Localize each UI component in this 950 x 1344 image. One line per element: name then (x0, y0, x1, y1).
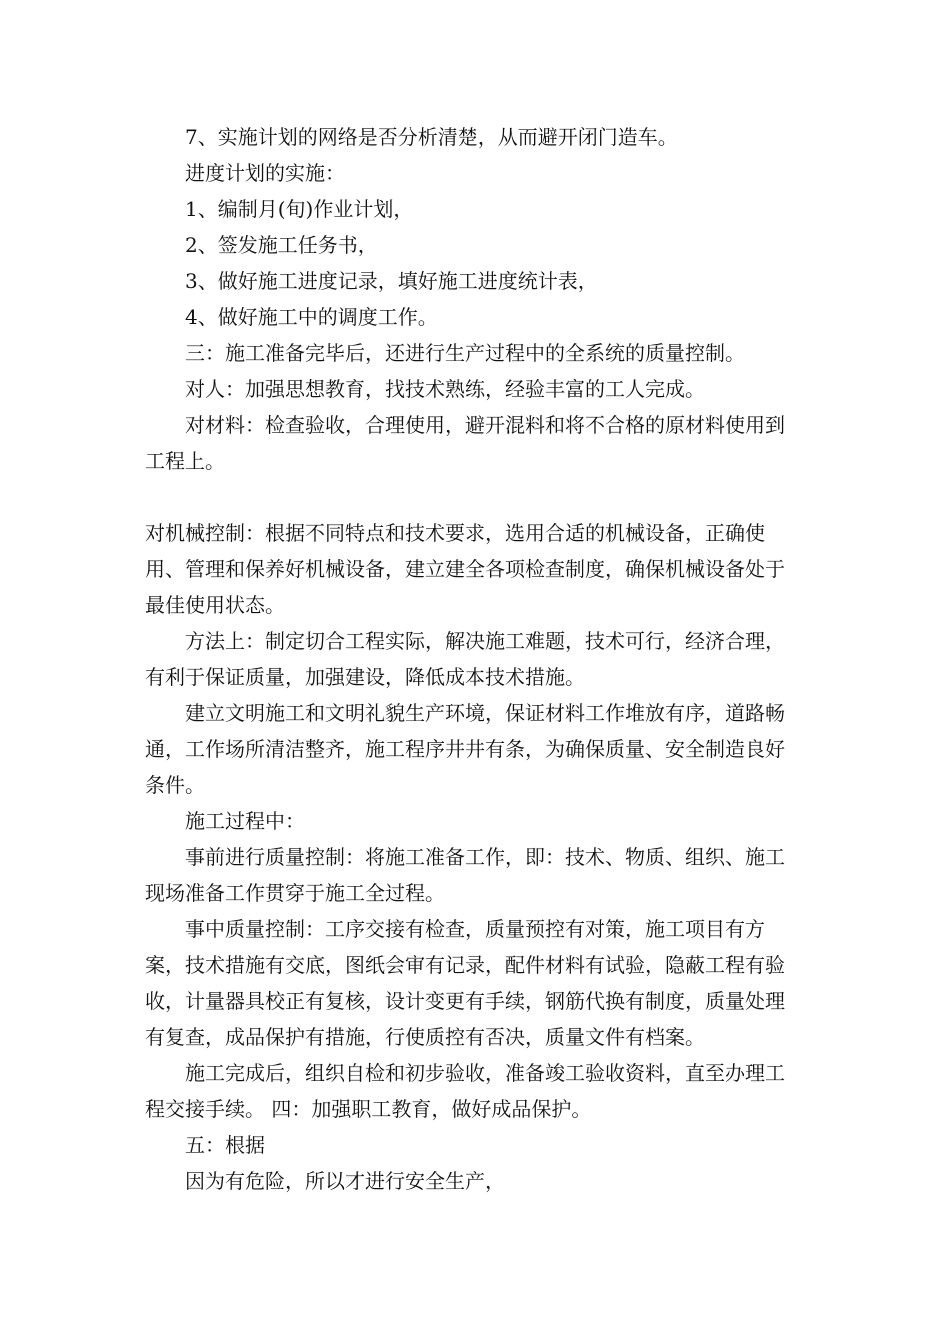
paragraph-materials: 对材料：检查验收，合理使用，避开混料和将不合格的原材料使用到工程上。 (145, 413, 785, 473)
document-body (145, 119, 800, 1199)
blank-line (145, 479, 800, 515)
paragraph-item-3: 3、做好施工进度记录，填好施工进度统计表， (185, 269, 598, 293)
paragraph-item-4: 4、做好施工中的调度工作。 (185, 305, 438, 329)
paragraph-people: 对人：加强思想教育，找技术熟练，经验丰富的工人完成。 (185, 377, 705, 401)
paragraph-plan-network: 7、实施计划的网络是否分析清楚，从而避开闭门造车。 (185, 125, 678, 149)
paragraph-section-three: 三：施工准备完毕后，还进行生产过程中的全系统的质量控制。 (185, 341, 745, 365)
paragraph-item-1: 1、编制月(旬)作业计划， (185, 197, 414, 221)
paragraph-section-five: 五：根据 (185, 1133, 265, 1157)
paragraph-in-process-control: 事中质量控制：工序交接有检查，质量预控有对策，施工项目有方案，技术措施有交底，图纸会审有记录，配件材料有试验，隐蔽工程有验收，计量器具校正有复核，设计变更有手续，钢筋代换有制度，质量处理有复查，成品保护有措施，行使质控有否决，质量文件有档案。 (145, 917, 785, 1049)
paragraph-safety: 因为有危险，所以才进行安全生产， (185, 1169, 505, 1193)
paragraph-schedule-implementation: 进度计划的实施： (185, 161, 345, 185)
paragraph-civilized-construction: 建立文明施工和文明礼貌生产环境，保证材料工作堆放有序，道路畅通，工作场所清洁整齐，施工程序井井有条，为确保质量、安全制造良好条件。 (145, 701, 785, 797)
paragraph-machinery: 对机械控制：根据不同特点和技术要求，选用合适的机械设备，正确使用、管理和保养好机械设备，建立建全各项检查制度，确保机械设备处于最佳使用状态。 (145, 521, 785, 617)
paragraph-pre-control: 事前进行质量控制：将施工准备工作，即：技术、物质、组织、施工现场准备工作贯穿于施工全过程。 (145, 845, 785, 905)
paragraph-item-2: 2、签发施工任务书， (185, 233, 378, 257)
paragraph-during-construction: 施工过程中： (185, 809, 305, 833)
paragraph-methods: 方法上：制定切合工程实际，解决施工难题，技术可行，经济合理，有利于保证质量，加强建设，降低成本技术措施。 (145, 629, 785, 689)
paragraph-after-completion: 施工完成后，组织自检和初步验收，准备竣工验收资料，直至办理工程交接手续。 四：加强职工教育，做好成品保护。 (145, 1061, 785, 1121)
